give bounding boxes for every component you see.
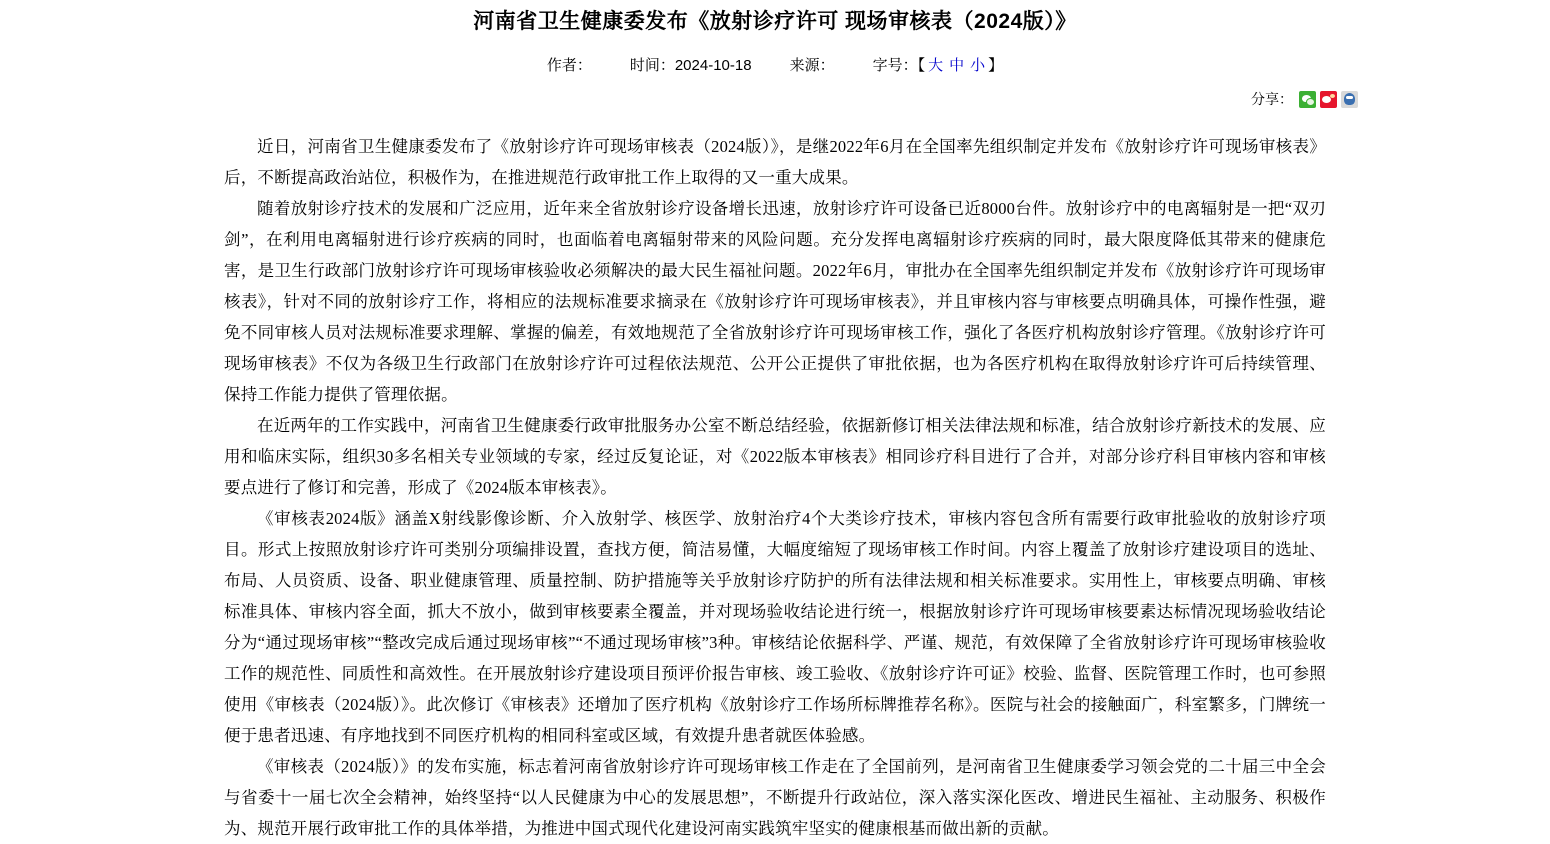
share-label: 分享： — [1251, 91, 1293, 107]
font-size-medium-button[interactable]: 中 — [949, 57, 965, 74]
page-title: 河南省卫生健康委发布《放射诊疗许可 现场审核表（2024版）》 — [473, 10, 1077, 33]
article-body — [224, 131, 1326, 844]
article-paragraph: 《审核表2024版》涵盖X射线影像诊断、介入放射学、核医学、放射治疗4个大类诊疗技术，审核内容包含所有需要行政审批验收的放射诊疗项目。形式上按照放射诊疗许可类别分项编排设置，查找方便，简洁易懂，大幅度缩短了现场审核工作时间。内容上覆盖了放射诊疗建设项目的选址、布局、人员资质、设备、职业健康管理、质量控制、防护措施等关乎放射诊疗防护的所有法律法规和相关标准要求。实用性上，审核要点明确、审核标准具体、审核内容全面，抓大不放小，做到审核要素全覆盖，并对现场验收结论进行统一，根据放射诊疗许可现场审核要素达标情况现场验收结论分为“通过现场审核”“整改完成后通过现场审核”“不通过现场审核”3种。审核结论依据科学、严谨、规范，有效保障了全省放射诊疗许可现场审核验收工作的规范性、同质性和高效性。在开展放射诊疗建设项目预评价报告审核、竣工验收、《放射诊疗许可证》校验、监督、医院管理工作时，也可参照使用《审核表（2024版）》。此次修订《审核表》还增加了医疗机构《放射诊疗工作场所标牌推荐名称》。医院与社会的接触面广，科室繁多，门牌统一便于患者迅速、有序地找到不同医疗机构的相同科室或区域，有效提升患者就医体验感。 — [224, 509, 1326, 745]
font-size-label: 字号： — [872, 57, 918, 74]
weibo-icon[interactable] — [1320, 91, 1337, 108]
font-size-small-button[interactable]: 小 — [970, 57, 986, 74]
share-icon-group — [1299, 91, 1358, 108]
qq-icon[interactable] — [1341, 91, 1358, 108]
font-size-large-button[interactable]: 大 — [928, 57, 944, 74]
bracket-right: 】 — [988, 57, 1004, 74]
article-meta — [0, 54, 1550, 75]
meta-time: 时间：2024-10-18 — [629, 57, 752, 74]
font-size-control — [873, 54, 1004, 75]
meta-source: 来源： — [789, 57, 835, 74]
meta-author: 作者： — [546, 57, 592, 74]
article-paragraph: 《审核表（2024版）》的发布实施，标志着河南省放射诊疗许可现场审核工作走在了全国前列，是河南省卫生健康委学习领会党的二十届三中全会与省委十一届七次全会精神，始终坚持“以人民健康为中心的发展思想”，不断提升行政站位，深入落实深化医改、增进民生福祉、主动服务、积极作为、规范开展行政审批工作的具体举措，为推进中国式现代化建设河南实践筑牢坚实的健康根基而做出新的贡献。 — [224, 757, 1326, 838]
article-paragraph: 随着放射诊疗技术的发展和广泛应用，近年来全省放射诊疗设备增长迅速，放射诊疗许可设备已近8000台件。放射诊疗中的电离辐射是一把“双刃剑”，在利用电离辐射进行诊疗疾病的同时，也面临着电离辐射带来的风险问题。充分发挥电离辐射诊疗疾病的同时，最大限度降低其带来的健康危害，是卫生行政部门放射诊疗许可现场审核验收必须解决的最大民生福祉问题。2022年6月，审批办在全国率先组织制定并发布《放射诊疗许可现场审核表》，针对不同的放射诊疗工作，将相应的法规标准要求摘录在《放射诊疗许可现场审核表》，并且审核内容与审核要点明确具体，可操作性强，避免不同审核人员对法规标准要求理解、掌握的偏差，有效地规范了全省放射诊疗许可现场审核工作，强化了各医疗机构放射诊疗管理。《放射诊疗许可现场审核表》不仅为各级卫生行政部门在放射诊疗许可过程依法规范、公开公正提供了审批依据，也为各医疗机构在取得放射诊疗许可后持续管理、保持工作能力提供了管理依据。 — [224, 199, 1326, 404]
article-paragraph: 近日，河南省卫生健康委发布了《放射诊疗许可现场审核表（2024版）》，是继2022年6月在全国率先组织制定并发布《放射诊疗许可现场审核表》后，不断提高政治站位，积极作为，在推进规范行政审批工作上取得的又一重大成果。 — [224, 137, 1326, 187]
article-page — [0, 8, 1550, 838]
bracket-left: 【 — [917, 57, 926, 74]
share-bar — [0, 89, 1550, 109]
article-paragraph: 在近两年的工作实践中，河南省卫生健康委行政审批服务办公室不断总结经验，依据新修订相关法律法规和标准，结合放射诊疗新技术的发展、应用和临床实际，组织30多名相关专业领域的专家，经过反复论证，对《2022版本审核表》相同诊疗科目进行了合并，对部分诊疗科目审核内容和审核要点进行了修订和完善，形成了《2024版本审核表》。 — [224, 416, 1326, 497]
wechat-icon[interactable] — [1299, 91, 1316, 108]
